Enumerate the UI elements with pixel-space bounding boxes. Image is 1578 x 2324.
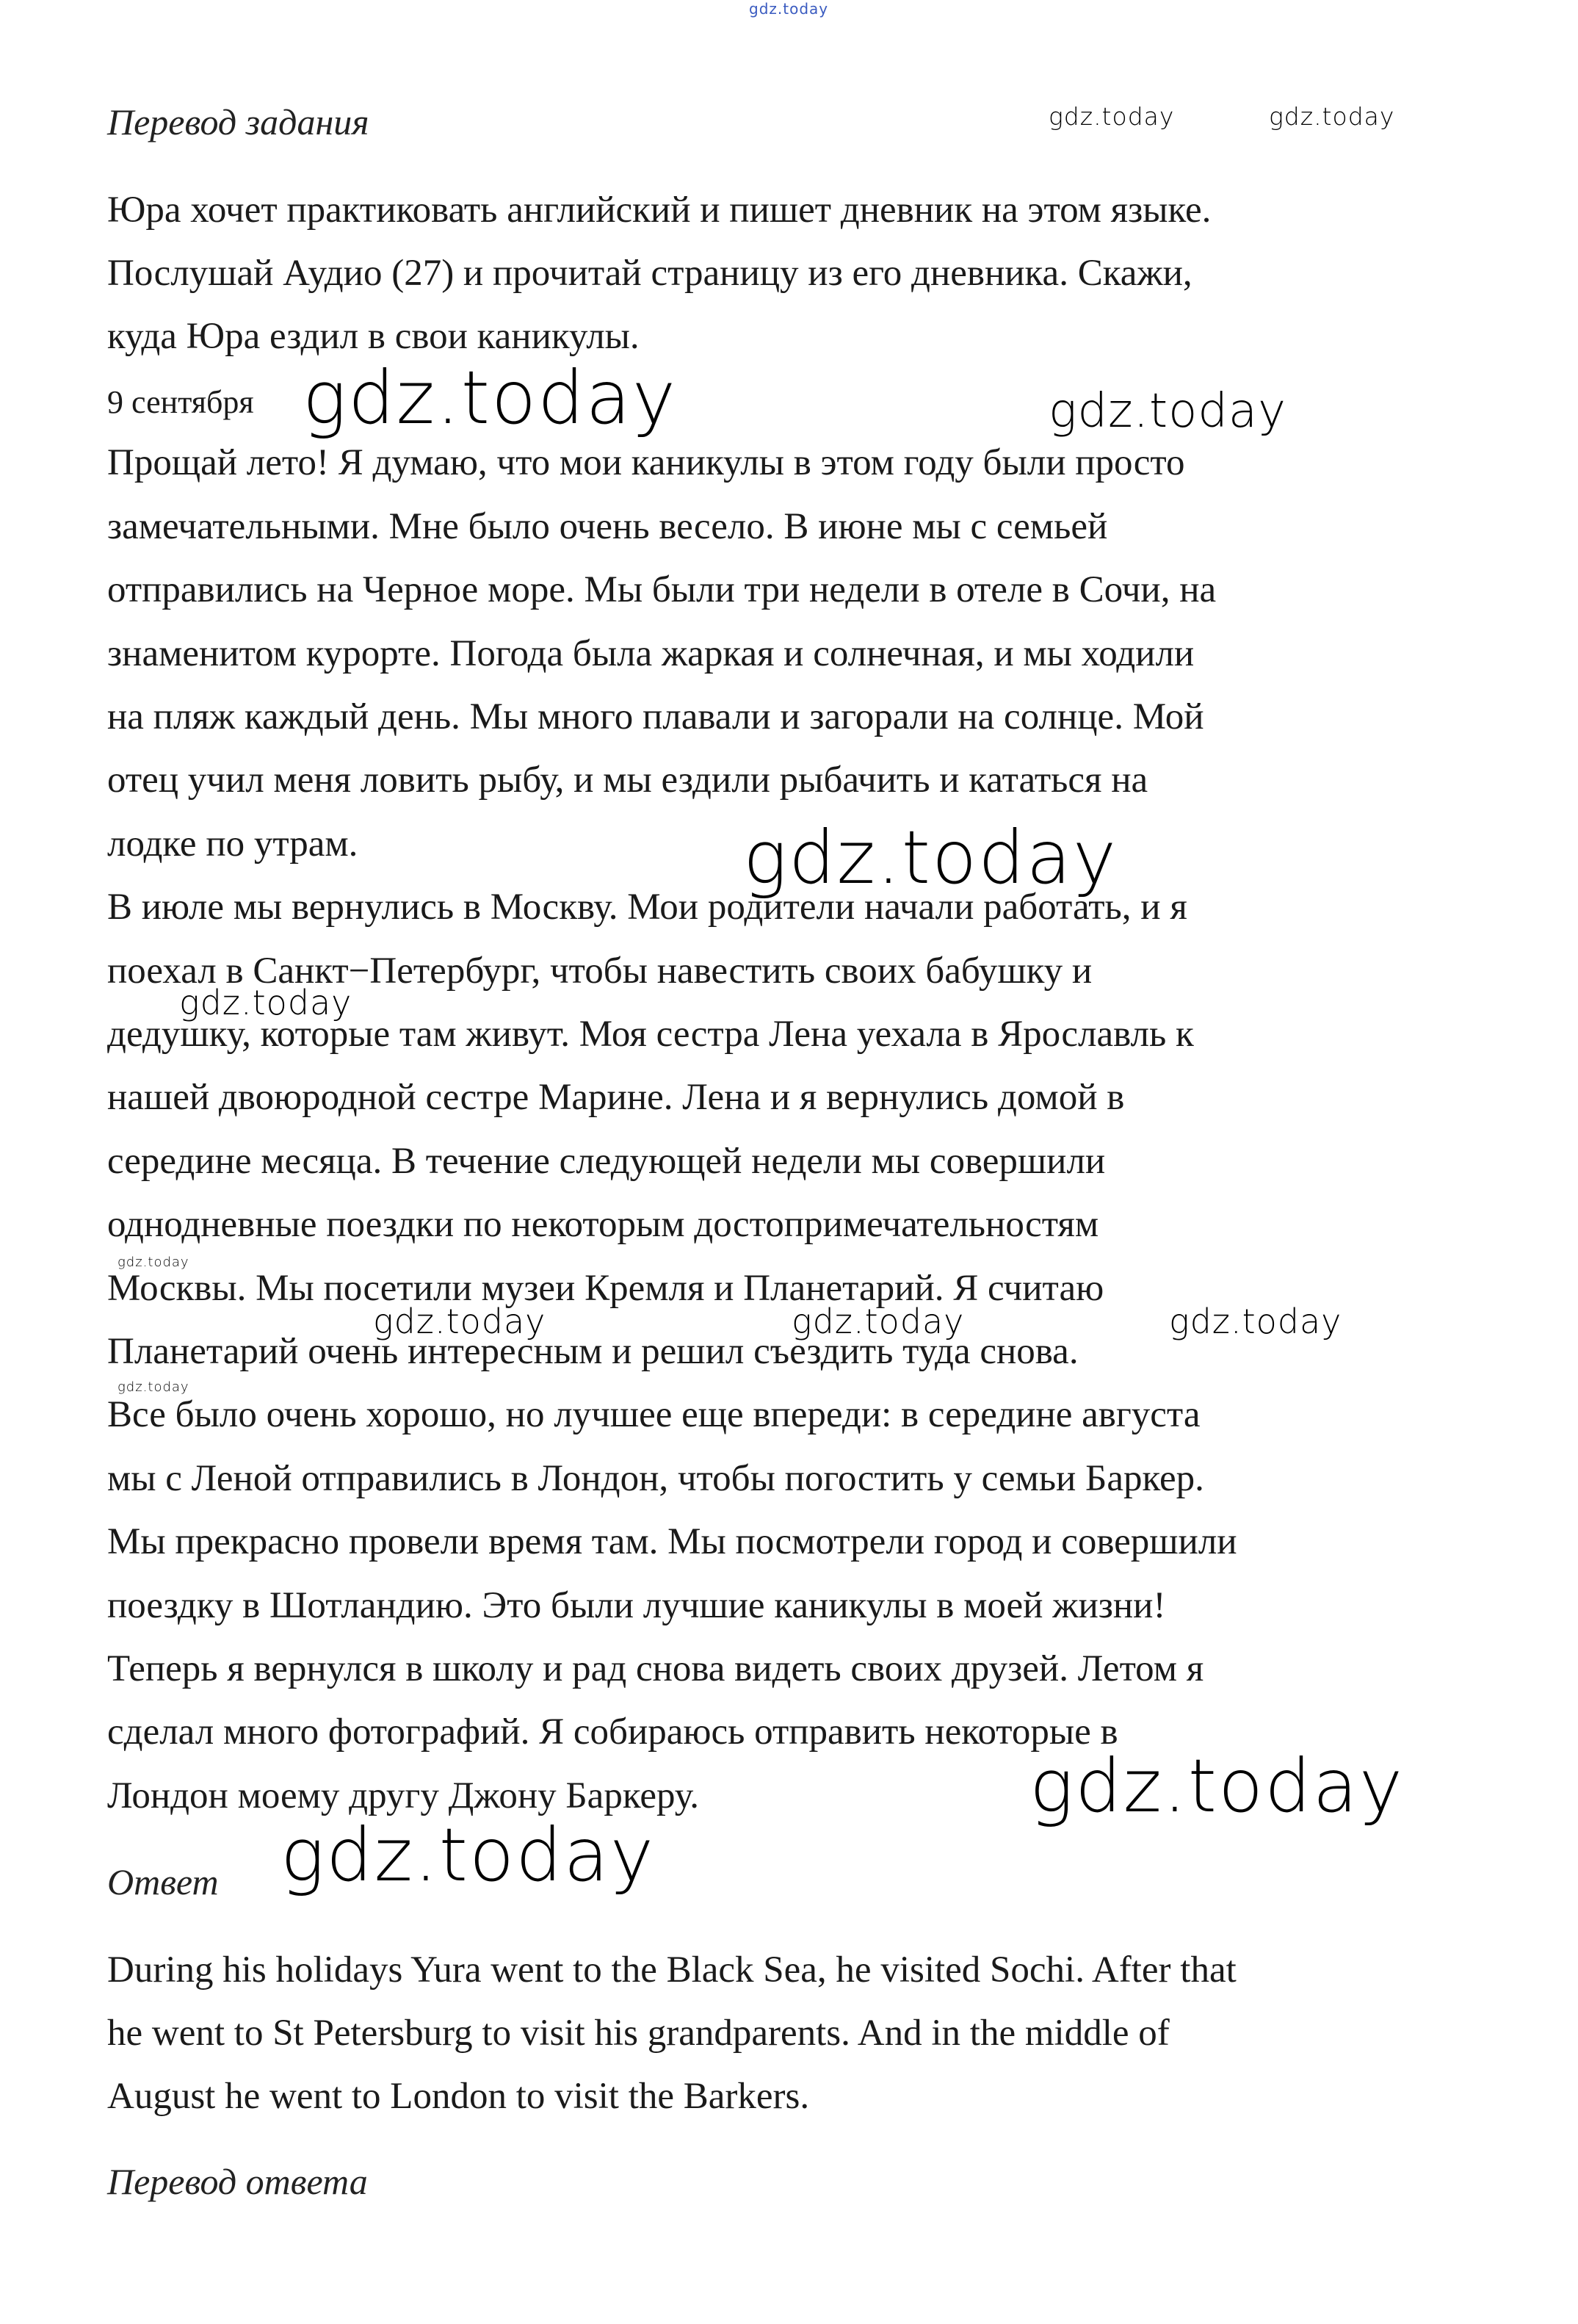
answer-translation-heading: Перевод ответа — [107, 2161, 368, 2202]
diary-line: Мы прекрасно провели время там. Мы посмотрели город и совершили — [107, 1521, 1237, 1562]
watermark: gdz.today — [1049, 102, 1175, 131]
diary-line: Прощай лето! Я думаю, что мои каникулы в этом году были просто — [107, 442, 1185, 483]
watermark: gdz.today — [117, 1379, 189, 1395]
diary-line: середине месяца. В течение следующей недели мы совершили — [107, 1141, 1106, 1182]
task-heading: Перевод задания — [107, 101, 369, 142]
diary-line: сделал много фотографий. Я собираюсь отправить некоторые в — [107, 1711, 1118, 1753]
diary-line: на пляж каждый день. Мы много плавали и загорали на солнце. Мой — [107, 696, 1204, 737]
diary-line: знаменитом курорте. Погода была жаркая и солнечная, и мы ходили — [107, 633, 1195, 674]
diary-line: замечательными. Мне было очень весело. В июне мы с семьей — [107, 506, 1108, 547]
diary-line: Все было очень хорошо, но лучшее еще впереди: в середине августа — [107, 1394, 1201, 1435]
diary-line: поездку в Шотландию. Это были лучшие каникулы в моей жизни! — [107, 1585, 1166, 1626]
diary-line: Лондон моему другу Джону Баркеру. — [107, 1775, 699, 1816]
watermark: gdz.today — [303, 355, 678, 441]
watermark: gdz.today — [281, 1812, 656, 1898]
answer-line: During his holidays Yura went to the Black Sea, he visited Sochi. After that — [107, 1949, 1237, 1991]
answer-heading: Ответ — [107, 1861, 219, 1902]
diary-line: нашей двоюродной сестре Марине. Лена и я вернулись домой в — [107, 1077, 1125, 1118]
answer-line: he went to St Petersburg to visit his grandparents. And in the middle of — [107, 2013, 1170, 2054]
diary-line: В июле мы вернулись в Москву. Мои родители начали работать, и я — [107, 887, 1187, 928]
watermark: gdz.today — [1029, 1743, 1405, 1829]
task-line: Послушай Аудио (27) и прочитай страницу из его дневника. Скажи, — [107, 253, 1192, 294]
watermark: gdz.today — [1049, 384, 1286, 439]
answer-line: August he went to London to visit the Barkers. — [107, 2076, 810, 2117]
watermark: gdz.today — [373, 1302, 546, 1341]
diary-line: поехал в Санкт−Петербург, чтобы навестить своих бабушку и — [107, 950, 1093, 992]
task-line: куда Юра ездил в свои каникулы. — [107, 316, 640, 357]
watermark: gdz.today — [743, 815, 1118, 901]
diary-line: мы с Леной отправились в Лондон, чтобы погостить у семьи Баркер. — [107, 1458, 1204, 1499]
diary-line: Теперь я вернулся в школу и рад снова видеть своих друзей. Летом я — [107, 1648, 1204, 1689]
watermark: gdz.today — [1169, 1302, 1342, 1341]
diary-line: однодневные поездки по некоторым достопримечательностям — [107, 1204, 1099, 1245]
diary-line: Москвы. Мы посетили музеи Кремля и Планетарий. Я считаю — [107, 1268, 1104, 1309]
diary-line: отец учил меня ловить рыбу, и мы ездили рыбачить и кататься на — [107, 759, 1148, 801]
watermark: gdz.today — [1269, 102, 1395, 131]
diary-line: лодке по утрам. — [107, 823, 358, 865]
watermark: gdz.today — [179, 983, 352, 1022]
task-line: Юра хочет практиковать английский и пишет дневник на этом языке. — [107, 190, 1212, 231]
diary-date: 9 сентября — [107, 384, 254, 420]
diary-line: Планетарий очень интересным и решил съездить туда снова. — [107, 1331, 1079, 1372]
watermark: gdz.today — [117, 1255, 189, 1270]
watermark: gdz.today — [749, 0, 829, 18]
watermark: gdz.today — [792, 1302, 965, 1341]
diary-line: отправились на Черное море. Мы были три недели в отеле в Сочи, на — [107, 569, 1217, 610]
diary-line: дедушку, которые там живут. Моя сестра Лена уехала в Ярославль к — [107, 1014, 1194, 1055]
